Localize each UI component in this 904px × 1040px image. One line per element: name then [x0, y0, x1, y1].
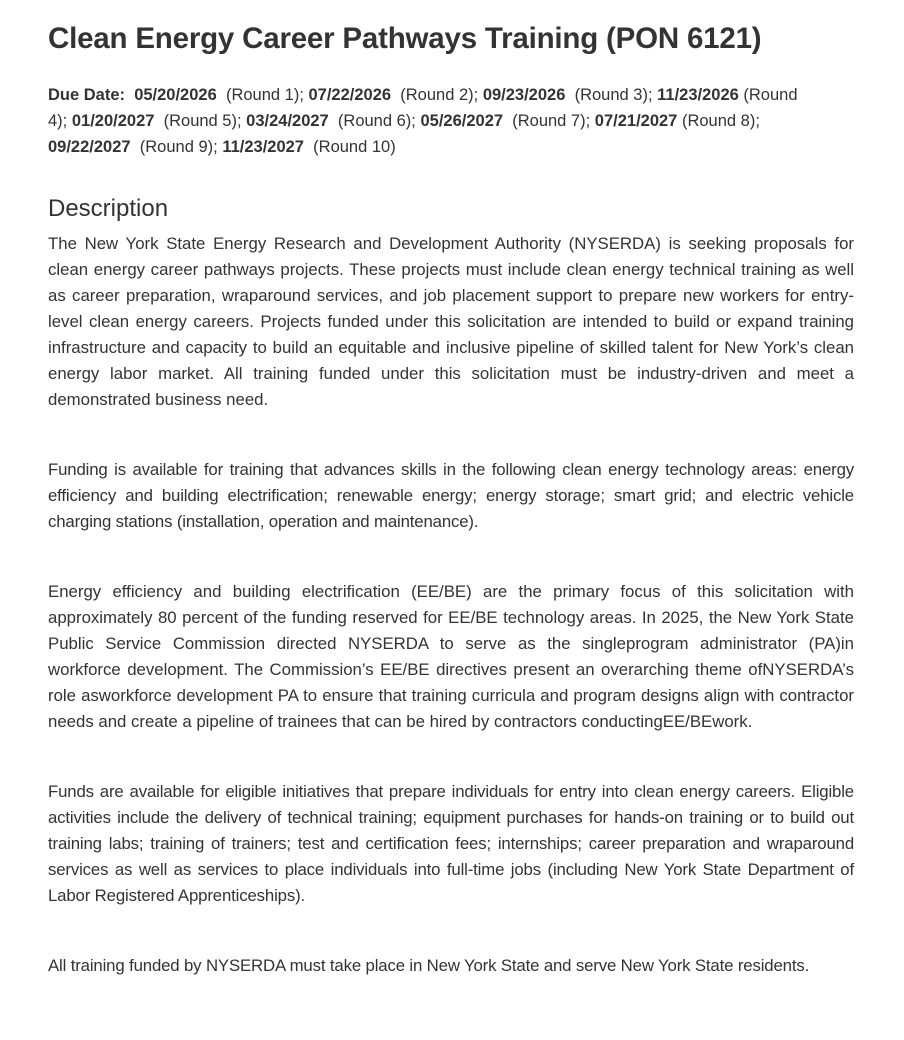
round-label: (Round 1)	[225, 86, 300, 104]
due-date: 03/24/2027	[246, 112, 329, 130]
due-date: 05/20/2026	[134, 86, 217, 104]
due-date: 01/20/2027	[71, 112, 155, 130]
due-date-label: Due Date:	[48, 86, 126, 104]
due-date: 05/26/2027	[420, 112, 504, 130]
description-body	[48, 231, 854, 979]
description-paragraph: All training funded by NYSERDA must take place in New York State and serve New York State residents.	[48, 956, 810, 975]
description-paragraph: Funds are available for eligible initiatives that prepare individuals for entry into clean energy careers. Eligible activities include the delivery of technical training; equipment purchases for hands-on training or to build out training labs; training of trainers; test and certification fees; internships; career preparation and wraparound services as well as services to place individuals into full-time jobs (including New York State Department of Labor Registered Apprenticeships).	[48, 782, 854, 905]
description-heading: Description	[48, 195, 169, 222]
description-paragraph: Funding is available for training that advances skills in the following clean energy technology areas: energy efficiency and building electrification; renewable energy; energy storage; smart grid; and electric vehicle charging stations (installation, operation and maintenance).	[48, 460, 854, 531]
round-label: (Round 2)	[400, 86, 474, 104]
round-label: (Round 6)	[337, 112, 412, 130]
due-date: 07/21/2027	[594, 112, 678, 130]
round-label: (Round 5)	[163, 112, 237, 130]
page-title: Clean Energy Career Pathways Training (PON 6121)	[48, 22, 762, 55]
round-label: (Round 3)	[574, 86, 648, 104]
round-label: (Round 10)	[313, 138, 396, 156]
due-date: 09/23/2026	[482, 86, 566, 104]
round-label: (Round 9)	[139, 138, 214, 156]
due-date: 11/23/2026	[657, 86, 739, 104]
due-dates: Due Date: 05/20/2026 (Round 1); 07/22/2026 (Round 2); 09/23/2026 (Round 3); 11/23/2026 (Round 4); 01/20/2027 (Round 5); 03/24/2027 (Round 6); 05/26/2027 (Round 7); 07/21/2027 (Round 8); 09/22/2027 (Round 9); 11/23/2027 (Round 10)	[48, 86, 798, 156]
round-label: (Round 7)	[512, 112, 586, 130]
due-date: 07/22/2026	[308, 86, 392, 104]
round-label: (Round 8)	[681, 112, 756, 130]
due-date: 11/23/2027	[222, 138, 304, 156]
round-label: (Round 4)	[48, 86, 798, 130]
due-date: 09/22/2027	[48, 138, 131, 156]
description-paragraph: The New York State Energy Research and Development Authority (NYSERDA) is seeking proposals for clean energy career pathways projects. These projects must include clean energy technical training as well as career preparation, wraparound services, and job placement support to prepare new workers for entry-level clean energy careers. Projects funded under this solicitation are intended to build or expand training infrastructure and capacity to build an equitable and inclusive pipeline of skilled talent for New York’s clean energy labor market. All training funded under this solicitation must be industry-driven and meet a demonstrated business need.	[48, 234, 854, 409]
description-paragraph: Energy efficiency and building electrification (EE/BE) are the primary focus of this solicitation with approximately 80 percent of the funding reserved for EE/BE technology areas. In 2025, the New York State Public Service Commission directed NYSERDA to serve as the singleprogram administrator (PA)in workforce development. The Commission’s EE/BE directives present an overarching theme ofNYSERDA’s role asworkforce development PA to ensure that training curricula and program designs align with contractor needs and create a pipeline of trainees that can be hired by contractors conductingEE/BEwork.	[48, 582, 854, 731]
